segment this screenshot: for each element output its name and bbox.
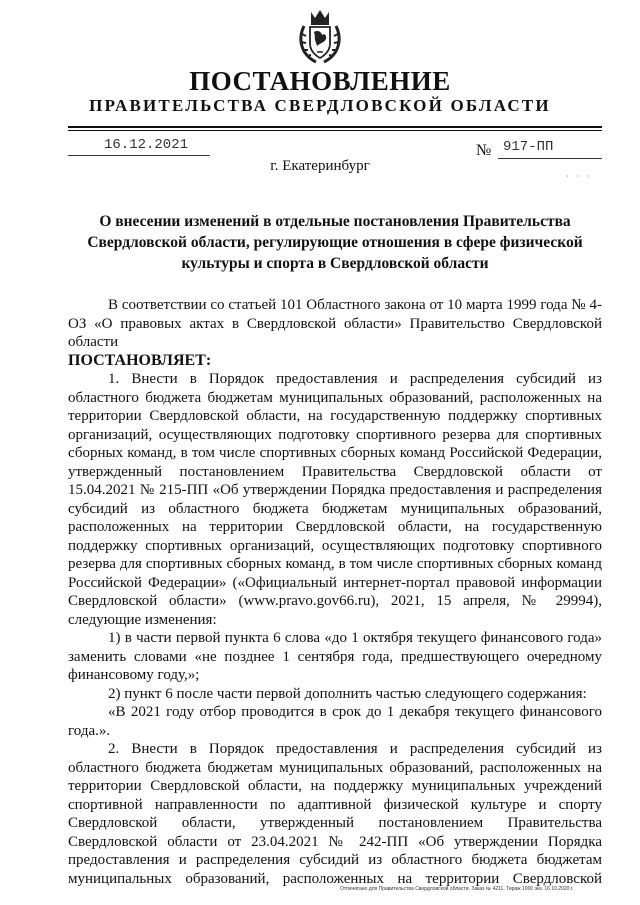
- document-heading: [68, 211, 602, 274]
- header-divider: [68, 126, 602, 128]
- date-underline: [68, 155, 210, 156]
- preamble-paragraph: В соответствии со статьей 101 Областного закона от 10 марта 1999 года № 4-ОЗ «О правовых актах в Свердловской области» Правительство Свердловской области: [68, 297, 602, 350]
- document-body: [68, 296, 602, 888]
- heading-line: Свердловской области, регулирующие отношения в сфере физической: [87, 234, 583, 251]
- header-divider-thin: [68, 130, 602, 131]
- heading-line: О внесении изменений в отдельные постановления Правительства: [99, 213, 571, 230]
- document-title: ПОСТАНОВЛЕНИЕ: [189, 66, 451, 96]
- heading-line: культуры и спорта в Свердловской области: [181, 255, 489, 272]
- city-line: г. Екатеринбург: [270, 158, 370, 174]
- item-1-subitem-2: 2) пункт 6 после части первой дополнить частью следующего содержания:: [108, 685, 587, 702]
- scan-specks: · · ·: [566, 172, 593, 181]
- coat-of-arms-icon: [296, 8, 344, 66]
- item-1-subitem-2-quote: «В 2021 году отбор проводится в срок до 1 декабря текущего финансового года.».: [68, 704, 602, 739]
- number-sign: №: [476, 142, 492, 159]
- document-date: 16.12.2021: [104, 137, 189, 153]
- item-1-subitem-1: 1) в части первой пункта 6 слова «до 1 октября текущего финансового года» заменить словами «не позднее 1 сентября года, предшествующего очередному финансовому году,»;: [68, 630, 602, 683]
- item-2-paragraph: 2. Внести в Порядок предоставления и распределения субсидий из областного бюджета бюджетам муниципальных образований, расположенных на территории Свердловской области, на поддержку муниципальных учреждений спортивной направленности по адаптивной физической культуре и спорту Свердловской области, утвержденный постановлением Правительства Свердловской области от 23.04.2021 № 242-ПП «Об утверждении Порядка предоставления и распределения субсидий из областного бюджета бюджетам муниципальных образований, расположенных на территории Свердловской: [68, 741, 602, 887]
- issuing-authority: ПРАВИТЕЛЬСТВА СВЕРДЛОВСКОЙ ОБЛАСТИ: [89, 96, 551, 115]
- decree-word: ПОСТАНОВЛЯЕТ:: [68, 351, 212, 369]
- document-number: 917-ПП: [503, 139, 554, 155]
- item-1-paragraph: 1. Внести в Порядок предоставления и распределения субсидий из областного бюджета бюджетам муниципальных образований, расположенных на территории Свердловской области, на государственную поддержку спортивных организаций, осуществляющих подготовку спортивного резерва для спортивных сборных команд, в том числе спортивных сборных команд Российской Федерации, утвержденный постановлением Правительства Свердловской области от 15.04.2021 № 215-ПП «Об утверждении Порядка предоставления и распределения субсидий из областного бюджета бюджетам муниципальных образований, расположенных на территории Свердловской области, на государственную поддержку спортивных организаций, осуществляющих подготовку спортивного резерва для спортивных сборных команд, в том числе спортивных сборных команд Российской Федерации» («Официальный интернет-портал правовой информации Свердловской области» (www.pravo.gov66.ru), 2021, 15 апреля, № 29994), следующие изменения:: [68, 371, 602, 628]
- print-note: Отпечатано для Правительства Свердловской области. Заказ № 4211. Тираж 1000 экз. 16.10.2020 г.: [340, 886, 574, 892]
